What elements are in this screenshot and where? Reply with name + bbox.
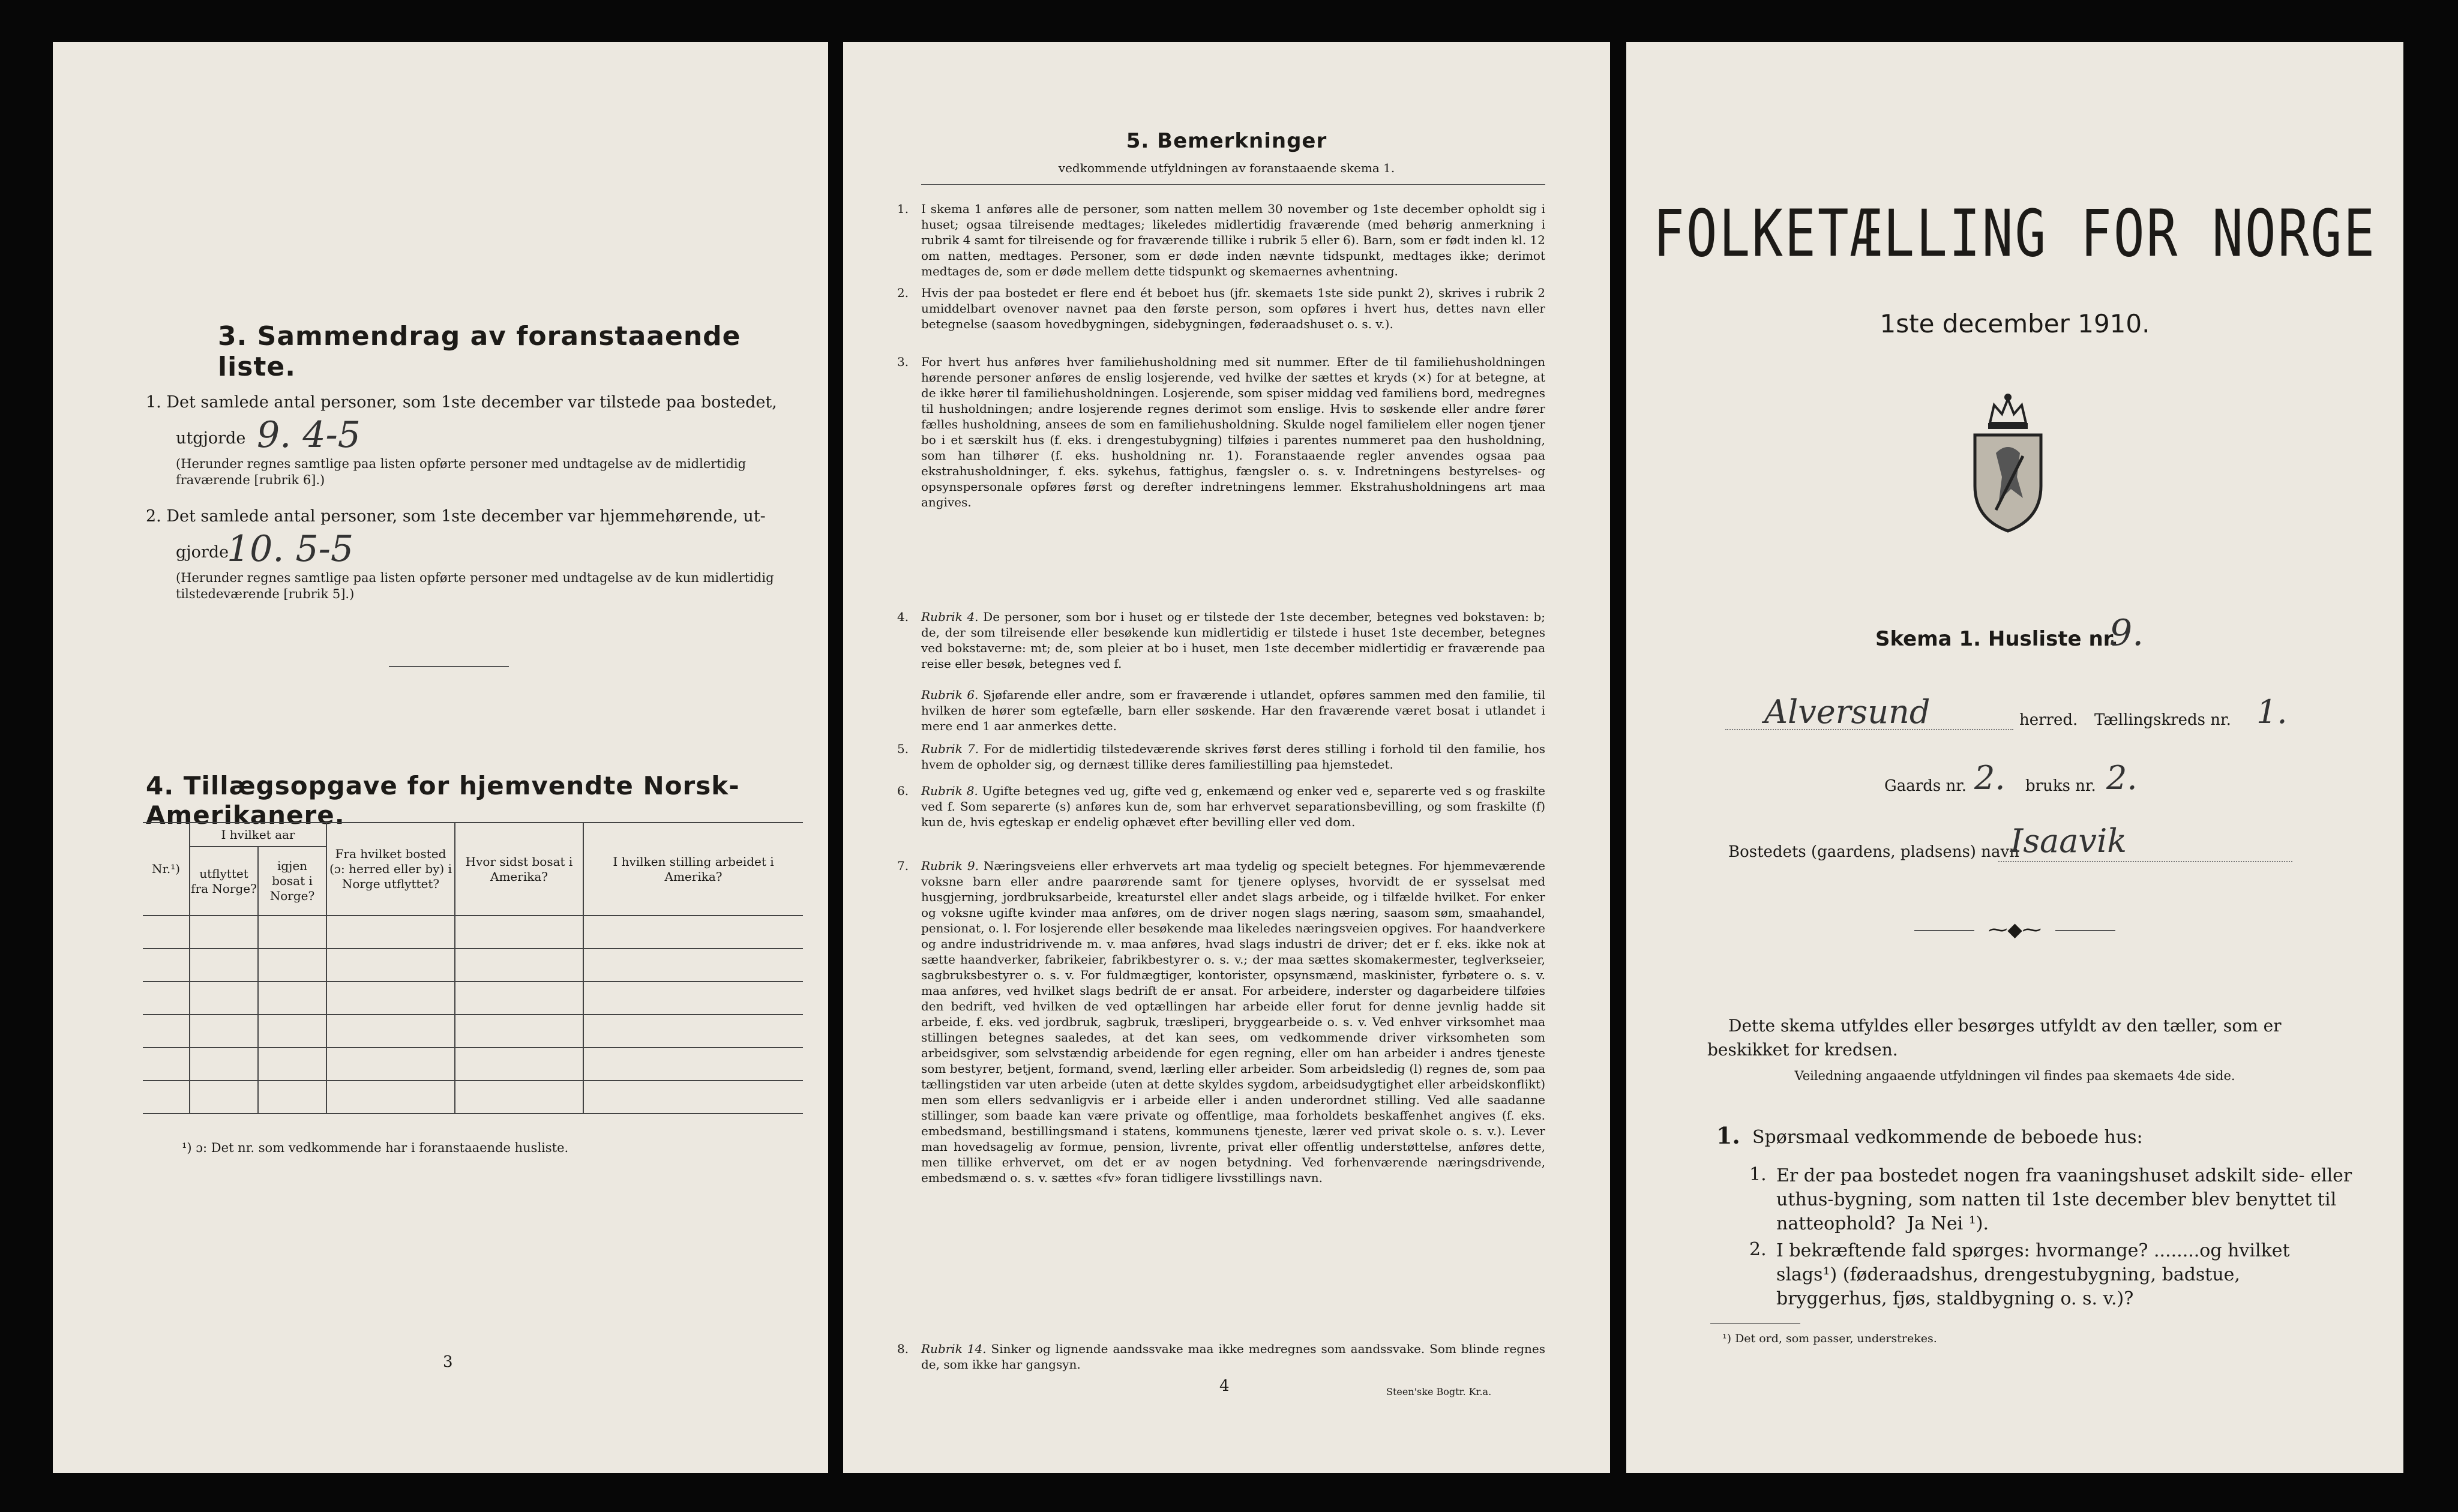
q1-1-text <box>1776 1164 2352 1236</box>
remark-2: 2. Hvis der paa bostedet er flere end ét beboet hus (jfr. skemaets 1ste side punkt 2), skrives i rubrik 2 umiddelbart ovenover navnet paa den første person, som opføres i hvert hus, dettes navn eller betegnelse (saasom hovedbygningen, sidebygningen, føderaadshuset o. s. v.). <box>897 286 1545 331</box>
table-row <box>143 1081 803 1114</box>
q1-1-question: Er der paa bostedet nogen fra vaaningshuset adskilt side- eller uthus-bygning, som natten til 1ste december blev benyttet til natteophold? <box>1776 1165 2352 1234</box>
herred-value: Alversund <box>1764 693 1931 731</box>
table-row <box>143 1015 803 1048</box>
section4-title: 4. Tillægsopgave for hjemvendte Norsk-Amerikanere. <box>146 771 740 830</box>
bruks-value: 2. <box>2106 759 2138 797</box>
section3-title: 3. Sammendrag av foranstaaende liste. <box>218 321 741 382</box>
printer-mark: Steen'ske Bogtr. Kr.a. <box>1386 1386 1492 1397</box>
table-row <box>143 949 803 982</box>
col-utflyttet: utflyttet fra Norge? <box>190 847 258 916</box>
herred-line <box>1725 729 2013 730</box>
right-page <box>1626 42 2403 1473</box>
main-title: FOLKETÆLLING FOR NORGE <box>1653 196 2377 272</box>
instruction-text: Dette skema utfyldes eller besørges utfyldt av den tæller, som er beskikket for kredsen. <box>1707 1016 2282 1060</box>
remark-7: 7. Rubrik 9. Næringsveiens eller erhvervets art maa tydelig og specielt betegnes. For hjemmeværende voksne barn eller andre paarørende samt for tjenere oplyses, hvorvidt de er sysselsat med husgjerning, jordbruksarbeide, kreaturstel eller andet slags arbeide, og i tilfælde hvilket. For enker og voksne ugifte kvinder maa anføres, om de driver nogen slags næring, saasom søm, smaahandel, pensionat, o. l. For losjerende eller besøkende maa likeledes næringsveien opgives. For haandverkere og andre industridrivende m. v. maa anføres, hvad slags industri de driver; det er f. eks. ikke nok at sætte haandverker, fabrikeier, fabrikbestyrer o. s. v.; der maa sættes skomakermester, teglverkseier, sagbruksbestyrer o. s. v. For fuldmægtiger, kontorister, opsynsmænd, maskinister, fyrbøtere o. s. v. maa anføres, ved hvilket slags bedrift de er ansat. For arbeidere, inderster og dagarbeidere tilføies den bedrift, ved hvilken de ved optællingen har arbeide eller forut for denne jevnlig hadde sit arbeide, f. eks. ved jordbruk, sagbruk, træsliperi, bryggearbeide o. s. v. Ved enhver virksomhet maa stillingen betegnes saaledes, at det kan sees, om vedkommende driver virksomheten som arbeidsgiver, som selvstændig arbeidende for egen regning, eller om han arbeider i andres tjeneste som bestyrer, betjent, formand, svend, lærling eller arbeider. Som arbeidsledig (l) regnes de, som paa tællingstiden var uten arbeide (uten at dette skyldes sygdom, arbeidsudygtighet eller arbeidskonflikt) men som ellers sedvanligvis er i arbeide eller i anden underordnet stilling. Ved alle saadanne stillinger, som baade kan være private og offentlige, maa forholdets beskaffenhet angives (f. eks. embedsmand, bestillingsmand i statens, kommunens tjeneste, lærer ved privat skole o. s. v.). Lever man hovedsagelig av formue, pension, livrente, privat eller offentlig understøttelse, anføres dette, men tillike erhvervet, om det er av nogen betydning. Ved forhenværende næringsdrivende, embedsmænd o. s. v. sættes «fv» foran tidligere livsstillings navn. <box>897 859 1545 1185</box>
divider <box>921 184 1545 185</box>
item2-note: (Herunder regnes samtlige paa listen opførte personer med undtagelse av de kun midlertidig tilstedeværende [rubrik 5].) <box>176 571 774 601</box>
col-stilling: I hvilken stilling arbeidet i Amerika? <box>583 823 803 916</box>
bosted-label: Bostedets (gaardens, pladsens) navn <box>1728 843 2019 861</box>
bosted-line <box>1998 861 2292 862</box>
ornament-line-left <box>1914 930 1974 931</box>
remarks-subtitle: vedkommende utfyldningen av foranstaaende skema 1. <box>1058 161 1395 175</box>
herred-label: herred. <box>2019 711 2078 729</box>
q1-1-number: 1. <box>1749 1164 1767 1185</box>
gaards-value: 2. <box>1974 759 2006 797</box>
divider <box>389 666 509 667</box>
ornament-line-right <box>2055 930 2115 931</box>
husliste-nr: 9. <box>2109 612 2144 654</box>
q1-1-answer: Ja Nei ¹). <box>1907 1213 1989 1234</box>
item1-value: 9. 4-5 <box>257 414 361 456</box>
item2-text: 2. Det samlede antal personer, som 1ste december var hjemmehørende, ut- <box>146 507 766 526</box>
left-page <box>53 42 828 1473</box>
item1-text: 1. Det samlede antal personer, som 1ste december var tilstede paa bostedet, <box>146 393 777 412</box>
remark-1: 1. I skema 1 anføres alle de personer, som natten mellem 30 november og 1ste december opholdt sig i huset; ogsaa tilreisende medtages; likeledes midlertidig fraværende (med behørig anmerkning i rubrik 4 samt for tilreisende og for fraværende tillike i rubrik 5 eller 6). Barn, som er født inden kl. 12 om natten, medtages. Personer, som er døde inden nævnte tidspunkt, medtages ikke; derimot medtages de, som er døde mellem dette tidspunkt og skemaernes avhentning. <box>897 202 1545 278</box>
item2-gjorde: gjorde <box>176 543 229 562</box>
middle-page <box>843 42 1610 1473</box>
bosted-value: Isaavik <box>2010 822 2127 860</box>
q1-number: 1. <box>1716 1122 1740 1149</box>
bruks-label: bruks nr. <box>2025 777 2096 795</box>
table-row <box>143 916 803 949</box>
right-footnote: ¹) Det ord, som passer, understrekes. <box>1722 1332 1937 1345</box>
q1-2-number: 2. <box>1749 1239 1767 1260</box>
q1-2-text: I bekræftende fald spørges: hvormange? ........og hvilket slags¹) (føderaadshus, drengestubygning, badstue, bryggerhus, fjøs, staldbygning o. s. v.)? <box>1776 1240 2290 1309</box>
norsk-amerikanere-table <box>143 822 803 1114</box>
remark-3: 3. For hvert hus anføres hver familiehusholdning med sit nummer. Efter de til familiehusholdningen hørende personer anføres de enslig losjerende, ved hvilke der sættes et kryds (×) for at betegne, at de ikke hører til familiehusholdningen. Losjerende, som spiser middag ved familiens bord, medregnes til husholdningen; andre losjerende regnes derimot som enslige. Hvis to søskende eller andre fører fælles husholdning, ansees de som en familiehusholdning. Skulde nogel familielem eller nogen tjener bo i et særskilt hus (f. eks. i drengestubygning) tilføies i parentes nummeret paa den husholdning, som han tilhører (f. eks. husholdning nr. 1). Foranstaaende regler anvendes ogsaa paa ekstrahusholdninger, f. eks. sykehus, fattighus, fængsler o. s. v. Indretningens bestyrelses- og opsynspersonale opføres først og derefter indretningens lemmer. Ekstrahusholdningens art maa angives. <box>897 355 1545 509</box>
item2-value: 10. 5-5 <box>227 528 354 570</box>
col-hvor-sidst: Hvor sidst bosat i Amerika? <box>455 823 583 916</box>
page-number: 4 <box>1219 1377 1230 1395</box>
gaards-label: Gaards nr. <box>1884 777 1967 795</box>
page-number: 3 <box>443 1353 453 1371</box>
census-date: 1ste december 1910. <box>1880 309 2150 338</box>
table-row <box>143 1048 803 1081</box>
col-hvilket-aar: I hvilket aar <box>190 823 326 847</box>
col-fra-hvilket: Fra hvilket bosted (ɔ: herred eller by) i Norge utflyttet? <box>326 823 455 916</box>
item1-note: (Herunder regnes samtlige paa listen opførte personer med undtagelse av de midlertidig fraværende [rubrik 6].) <box>176 457 747 487</box>
remark-4b: Rubrik 6. Sjøfarende eller andre, som er fraværende i utlandet, opføres sammen med den familie, til hvilken de hører som egtefælle, barn eller søskende. Har den fraværende været bosat i utlandet i mere end 1 aar anmerkes dette. <box>921 688 1545 733</box>
table-row <box>143 982 803 1015</box>
kreds-value: 1. <box>2256 693 2288 731</box>
q1-title: Spørsmaal vedkommende de beboede hus: <box>1752 1127 2143 1148</box>
ornament: ⁓◆⁓ <box>1988 918 2042 941</box>
veiledning-text: Veiledning angaaende utfyldningen vil findes paa skemaets 4de side. <box>1794 1069 2235 1083</box>
table-footnote: ¹) ɔ: Det nr. som vedkommende har i foranstaaende husliste. <box>182 1141 569 1155</box>
coat-of-arms-icon <box>1963 390 2053 534</box>
remark-5: 5. Rubrik 7. For de midlertidig tilstedeværende skrives først deres stilling i forhold til den familie, hos hvem de opholder sig, og dernæst tillike deres familiestilling paa hjemstedet. <box>897 742 1545 772</box>
skema-label: Skema 1. Husliste nr. <box>1875 627 2118 651</box>
footnote-rule <box>1710 1323 1800 1324</box>
remarks-title: 5. Bemerkninger <box>1126 129 1327 153</box>
item1-utgjorde: utgjorde <box>176 429 246 448</box>
remark-8: 8. Rubrik 14. Sinker og lignende aandssvake maa ikke medregnes som aandssvake. Som blinde regnes de, som ikke har gangsyn. <box>897 1342 1546 1372</box>
remark-4: 4. Rubrik 4. De personer, som bor i huset og er tilstede der 1ste december, betegnes ved bokstaven: b; de, der som tilreisende eller besøkende kun midlertidig er tilstede i huset 1ste december, betegnes ved bokstaverne: mt; de, som pleier at bo i huset, men 1ste december midlertidig er fraværende paa reise eller besøk, betegnes ved f. <box>897 610 1546 671</box>
col-igjen-bosat: igjen bosat i Norge? <box>258 847 326 916</box>
kreds-label: Tællingskreds nr. <box>2094 711 2231 729</box>
remark-6: 6. Rubrik 8. Ugifte betegnes ved ug, gifte ved g, enkemænd og enker ved e, separerte ved s og fraskilte ved f. Som separerte (s) anføres kun de, som har erhvervet separationsbevilling, og som fraskilte (f) kun de, hvis egteskap er endelig ophævet efter bevilling eller ved dom. <box>897 784 1546 829</box>
col-nr: Nr.¹) <box>143 823 190 916</box>
